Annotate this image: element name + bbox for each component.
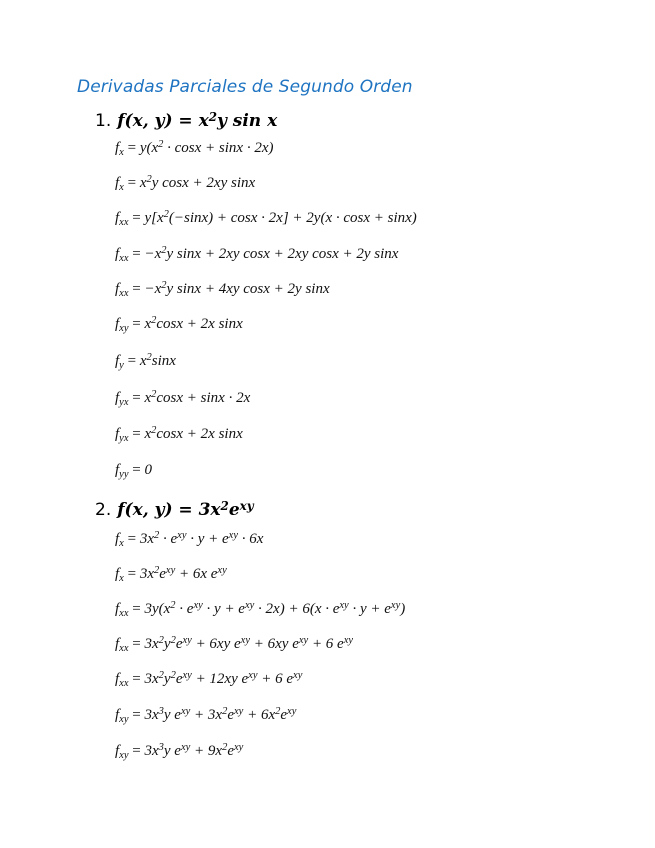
equation-lhs: $f_{xy}$ <box>115 316 129 334</box>
problem-function: f(x, $y) = x^2y$ sin x <box>117 110 278 131</box>
equation-rhs: $x^2\cos x + 2x$ sinx <box>144 315 243 332</box>
equation: $f_{xx} = -x^2y$ sinx + 4xy cosx + 2y sinx <box>115 280 330 299</box>
equation-rhs: $3y(x^2 \cdot e^{xy} \cdot y + e^{xy} \cdot 2x) + 6(x \cdot e^{xy} \cdot y + e^{xy})$ <box>144 600 406 617</box>
equation-lhs: $f_{yx}$ <box>115 390 129 408</box>
equation-rhs: $3x^2y^2e^{xy} + 12xy$ $e^{xy} + 6$ $e^{xy}$ <box>144 670 303 687</box>
equation: $f_{xx} = 3y(x^2 \cdot e^{xy} \cdot y + e^{xy} \cdot 2x) + 6(x \cdot e^{xy} \cdot y + e^{xy})$ <box>115 600 406 619</box>
equation: $f_{yx} = x^2\cos x + \sin x \cdot 2x$ <box>115 389 251 408</box>
equation-lhs: $f_x$ <box>115 531 124 549</box>
equation: $f_{xy} = x^2\cos x + 2x$ sinx <box>115 315 243 334</box>
equation-lhs: $f_x$ <box>115 140 124 158</box>
equation-rhs: $3x^2 \cdot e^{xy} \cdot y + e^{xy} \cdot 6x$ <box>139 530 264 547</box>
equation-lhs: $f_{xy}$ <box>115 707 129 725</box>
equation-lhs: $f_x$ <box>115 566 124 584</box>
equation-rhs: $x^2\cos x + 2x$ sinx <box>144 425 243 442</box>
equation-lhs: $f_{xx}$ <box>115 601 129 619</box>
equation: $f_{xx} = y[x^2(-\sin x) + \cos x \cdot 2x] + 2y(x \cdot \cos x + \sin x)$ <box>115 209 417 228</box>
problem-function: f(x, $y) = 3x^2e^{xy}$ <box>117 499 254 520</box>
equation-lhs: $f_{xx}$ <box>115 636 129 654</box>
equation-rhs: $x^2y$ cosx + 2xy sinx <box>139 174 256 191</box>
equation-lhs: $f_x$ <box>115 175 124 193</box>
equation: $f_x = x^2y$ cosx + 2xy sinx <box>115 174 256 193</box>
problem-number: 2. <box>95 500 112 520</box>
equation-rhs: 0 <box>144 462 152 478</box>
equation-rhs: $3x^2e^{xy} + 6x$ $e^{xy}$ <box>139 565 227 582</box>
equation-lhs: $f_{xx}$ <box>115 246 129 264</box>
equation-lhs: $f_y$ <box>115 353 124 371</box>
equation-rhs: $3x^2y^2e^{xy} + 6xy$ $e^{xy} + 6xy$ $e^{xy} + 6$ $e^{xy}$ <box>144 635 354 652</box>
equation-rhs: $3x^3y$ $e^{xy} + 3x^2e^{xy} + 6x^2e^{xy}$ <box>144 706 297 723</box>
equation-lhs: $f_{yx}$ <box>115 426 129 444</box>
problem-number: 1. <box>95 111 112 131</box>
equation: $f_{yy} = 0$ <box>115 462 152 480</box>
equation: $f_x = y(x^2 \cdot \cos x + \sin x \cdot 2x)$ <box>115 139 274 158</box>
equation-rhs: $-x^2y$ sinx + 4xy cosx + 2y sinx <box>144 280 330 297</box>
equation: $f_{xx} = 3x^2y^2e^{xy} + 6xy$ $e^{xy} + 6xy$ $e^{xy} + 6$ $e^{xy}$ <box>115 635 354 654</box>
equation-lhs: $f_{xx}$ <box>115 671 129 689</box>
equation-lhs: $f_{xx}$ <box>115 281 129 299</box>
equation-rhs: $y[x^2(-\sin x) + \cos x \cdot 2x] + 2y(x \cdot \cos x + \sin x)$ <box>144 209 417 226</box>
problem-2-heading <box>95 499 254 520</box>
equation-rhs: $-x^2y$ sinx + 2xy cosx + 2xy cosx + 2y sinx <box>144 245 399 262</box>
problem-1-heading <box>95 110 277 131</box>
equation-rhs: $3x^3y$ $e^{xy} + 9x^2e^{xy}$ <box>144 742 244 759</box>
equation: $f_{yx} = x^2\cos x + 2x$ sinx <box>115 425 243 444</box>
equation-lhs: $f_{xx}$ <box>115 210 129 228</box>
equation-rhs: $x^2\sin x$ <box>139 352 176 369</box>
equation-lhs: $f_{yy}$ <box>115 462 129 480</box>
equation: $f_{xy} = 3x^3y$ $e^{xy} + 9x^2e^{xy}$ <box>115 742 244 761</box>
equation-rhs: $x^2\cos x + \sin x \cdot 2x$ <box>144 389 251 406</box>
equation: $f_{xx} = 3x^2y^2e^{xy} + 12xy$ $e^{xy} + 6$ $e^{xy}$ <box>115 670 303 689</box>
equation: $f_x = 3x^2e^{xy} + 6x$ $e^{xy}$ <box>115 565 227 584</box>
equation: $f_{xx} = -x^2y$ sinx + 2xy cosx + 2xy cosx + 2y sinx <box>115 245 399 264</box>
equation: $f_x = 3x^2 \cdot e^{xy} \cdot y + e^{xy} \cdot 6x$ <box>115 530 264 549</box>
equation-lhs: $f_{xy}$ <box>115 743 129 761</box>
equation-rhs: $y(x^2 \cdot \cos x + \sin x \cdot 2x)$ <box>139 139 274 156</box>
equation: $f_{xy} = 3x^3y$ $e^{xy} + 3x^2e^{xy} + 6x^2e^{xy}$ <box>115 706 297 725</box>
page-title: Derivadas Parciales de Segundo Orden <box>77 77 413 97</box>
equation: $f_y = x^2\sin x$ <box>115 352 176 371</box>
